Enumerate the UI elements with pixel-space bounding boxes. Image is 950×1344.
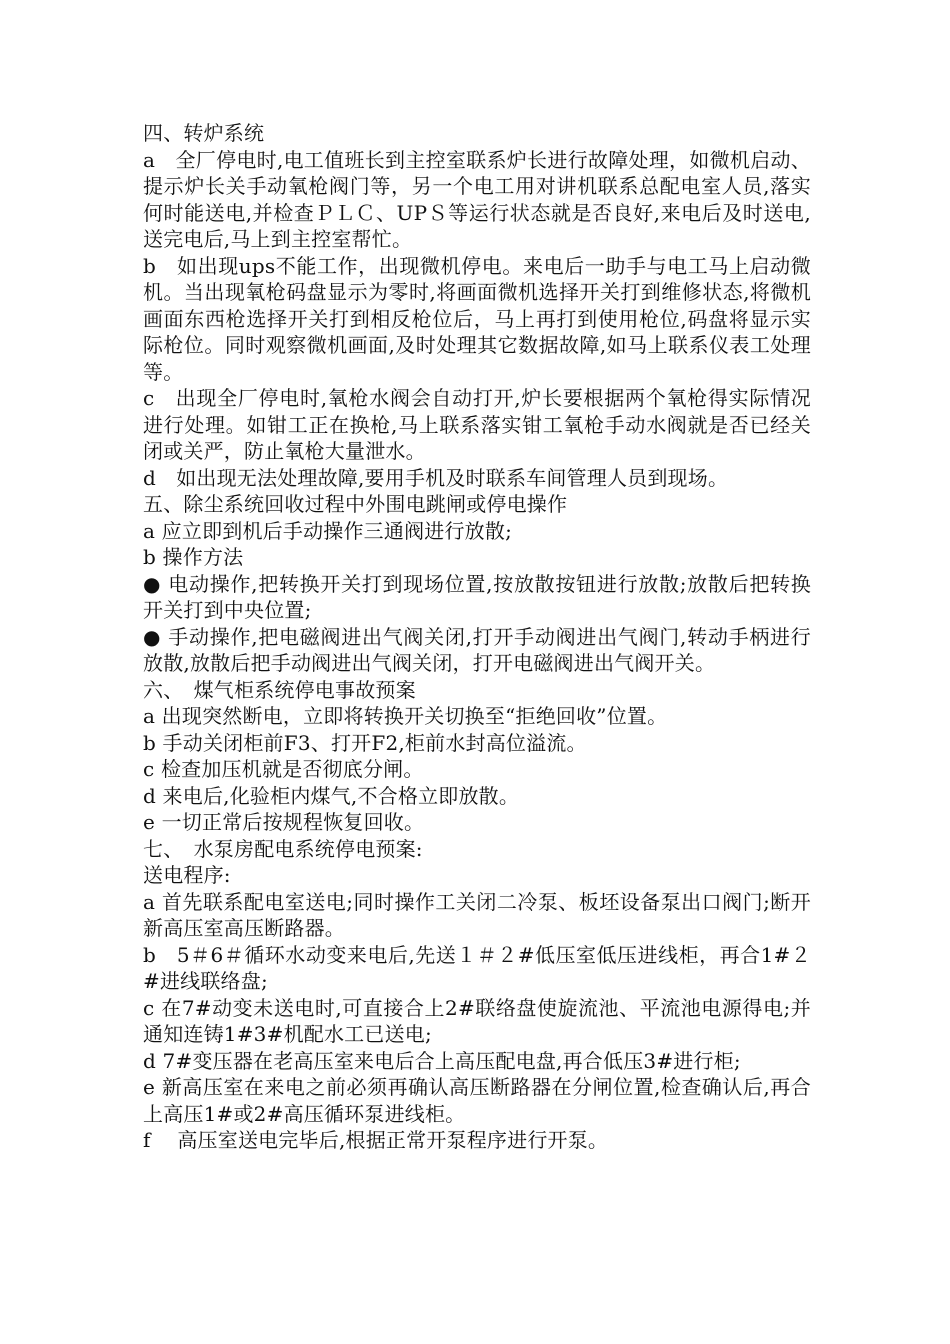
section-heading-6: 六、 煤气柜系统停电事故预案 bbox=[143, 677, 416, 702]
paragraph-7d: d 7#变压器在老高压室来电后合上高压配电盘,再合低压3#进行柜; bbox=[143, 1048, 741, 1073]
bullet-electric-operation: ● 电动操作,把转换开关打到现场位置,按放散按钮进行放散;放散后把转换开关打到中央位置; bbox=[143, 571, 811, 622]
paragraph-7b: b 5＃6＃循环水动变来电后,先送１＃２#低压室低压进线柜，再合1#２#进线联络盘; bbox=[143, 942, 811, 993]
section-heading-5: 五、除尘系统回收过程中外围电跳闸或停电操作 bbox=[143, 492, 568, 516]
paragraph-7a: a 首先联系配电室送电;同时操作工关闭二冷泵、板坯设备泵出口阀门;断开新高压室高压断路器。 bbox=[143, 889, 811, 940]
paragraph-4a: a 全厂停电时,电工值班长到主控室联系炉长进行故障处理，如微机启动、提示炉长关手动氧枪阀门等，另一个电工用对讲机联系总配电室人员,落实何时能送电,并检查ＰＬＣ、UPＳ等运行状态就是否良好,来电后及时送电,送完电后,马上到主控室帮忙。 bbox=[143, 147, 811, 251]
paragraph-6e: e 一切正常后按规程恢复回收。 bbox=[143, 810, 425, 834]
paragraph-4d: d 如出现无法处理故障,要用手机及时联系车间管理人员到现场。 bbox=[143, 465, 729, 490]
paragraph-7f: f 高压室送电完毕后,根据正常开泵程序进行开泵。 bbox=[143, 1128, 609, 1152]
paragraph-7c: c 在7#动变未送电时,可直接合上2#联络盘使旋流池、平流池电源得电;并通知连铸1#3#机配水工已送电; bbox=[143, 995, 811, 1046]
section-heading-7: 七、 水泵房配电系统停电预案: bbox=[143, 836, 423, 861]
paragraph-5a: a 应立即到机后手动操作三通阀进行放散; bbox=[143, 518, 513, 543]
paragraph-6d: d 来电后,化验柜内煤气,不合格立即放散。 bbox=[143, 783, 520, 808]
paragraph-6a: a 出现突然断电，立即将转换开关切换至“拒绝回收”位置。 bbox=[143, 704, 668, 728]
paragraph-4b: b 如出现ups不能工作，出现微机停电。来电后一助手与电工马上启动微机。当出现氧枪码盘显示为零时,将画面微机选择开关打到维修状态,将微机画面东西枪选择开关打到相反枪位后，马上再打到使用枪位,码盘将显示实际枪位。同时观察微机画面,及时处理其它数据故障,如马上联系仪表工处理等。 bbox=[143, 253, 811, 384]
section-heading-4: 四、转炉系统 bbox=[143, 121, 265, 145]
subheading-power-procedure: 送电程序: bbox=[143, 863, 231, 887]
bullet-manual-operation: ● 手动操作,把电磁阀进出气阀关闭,打开手动阀进出气阀门,转动手柄进行放散,放散后把手动阀进出气阀关闭，打开电磁阀进出气阀开关。 bbox=[143, 624, 811, 675]
paragraph-6b: b 手动关闭柜前F3、打开F2,柜前水封高位溢流。 bbox=[143, 730, 587, 755]
paragraph-4c: c 出现全厂停电时,氧枪水阀会自动打开,炉长要根据两个氧枪得实际情况进行处理。如钳工正在换枪,马上联系落实钳工氧枪手动水阀就是否已经关闭或关严，防止氧枪大量泄水。 bbox=[143, 386, 811, 463]
paragraph-7e: e 新高压室在来电之前必须再确认高压断路器在分闸位置,检查确认后,再合上高压1#或2#高压循环泵进线柜。 bbox=[143, 1075, 811, 1126]
document-body bbox=[143, 120, 811, 1154]
paragraph-5b: b 操作方法 bbox=[143, 545, 244, 569]
paragraph-6c: c 检查加压机就是否彻底分闸。 bbox=[143, 757, 424, 781]
